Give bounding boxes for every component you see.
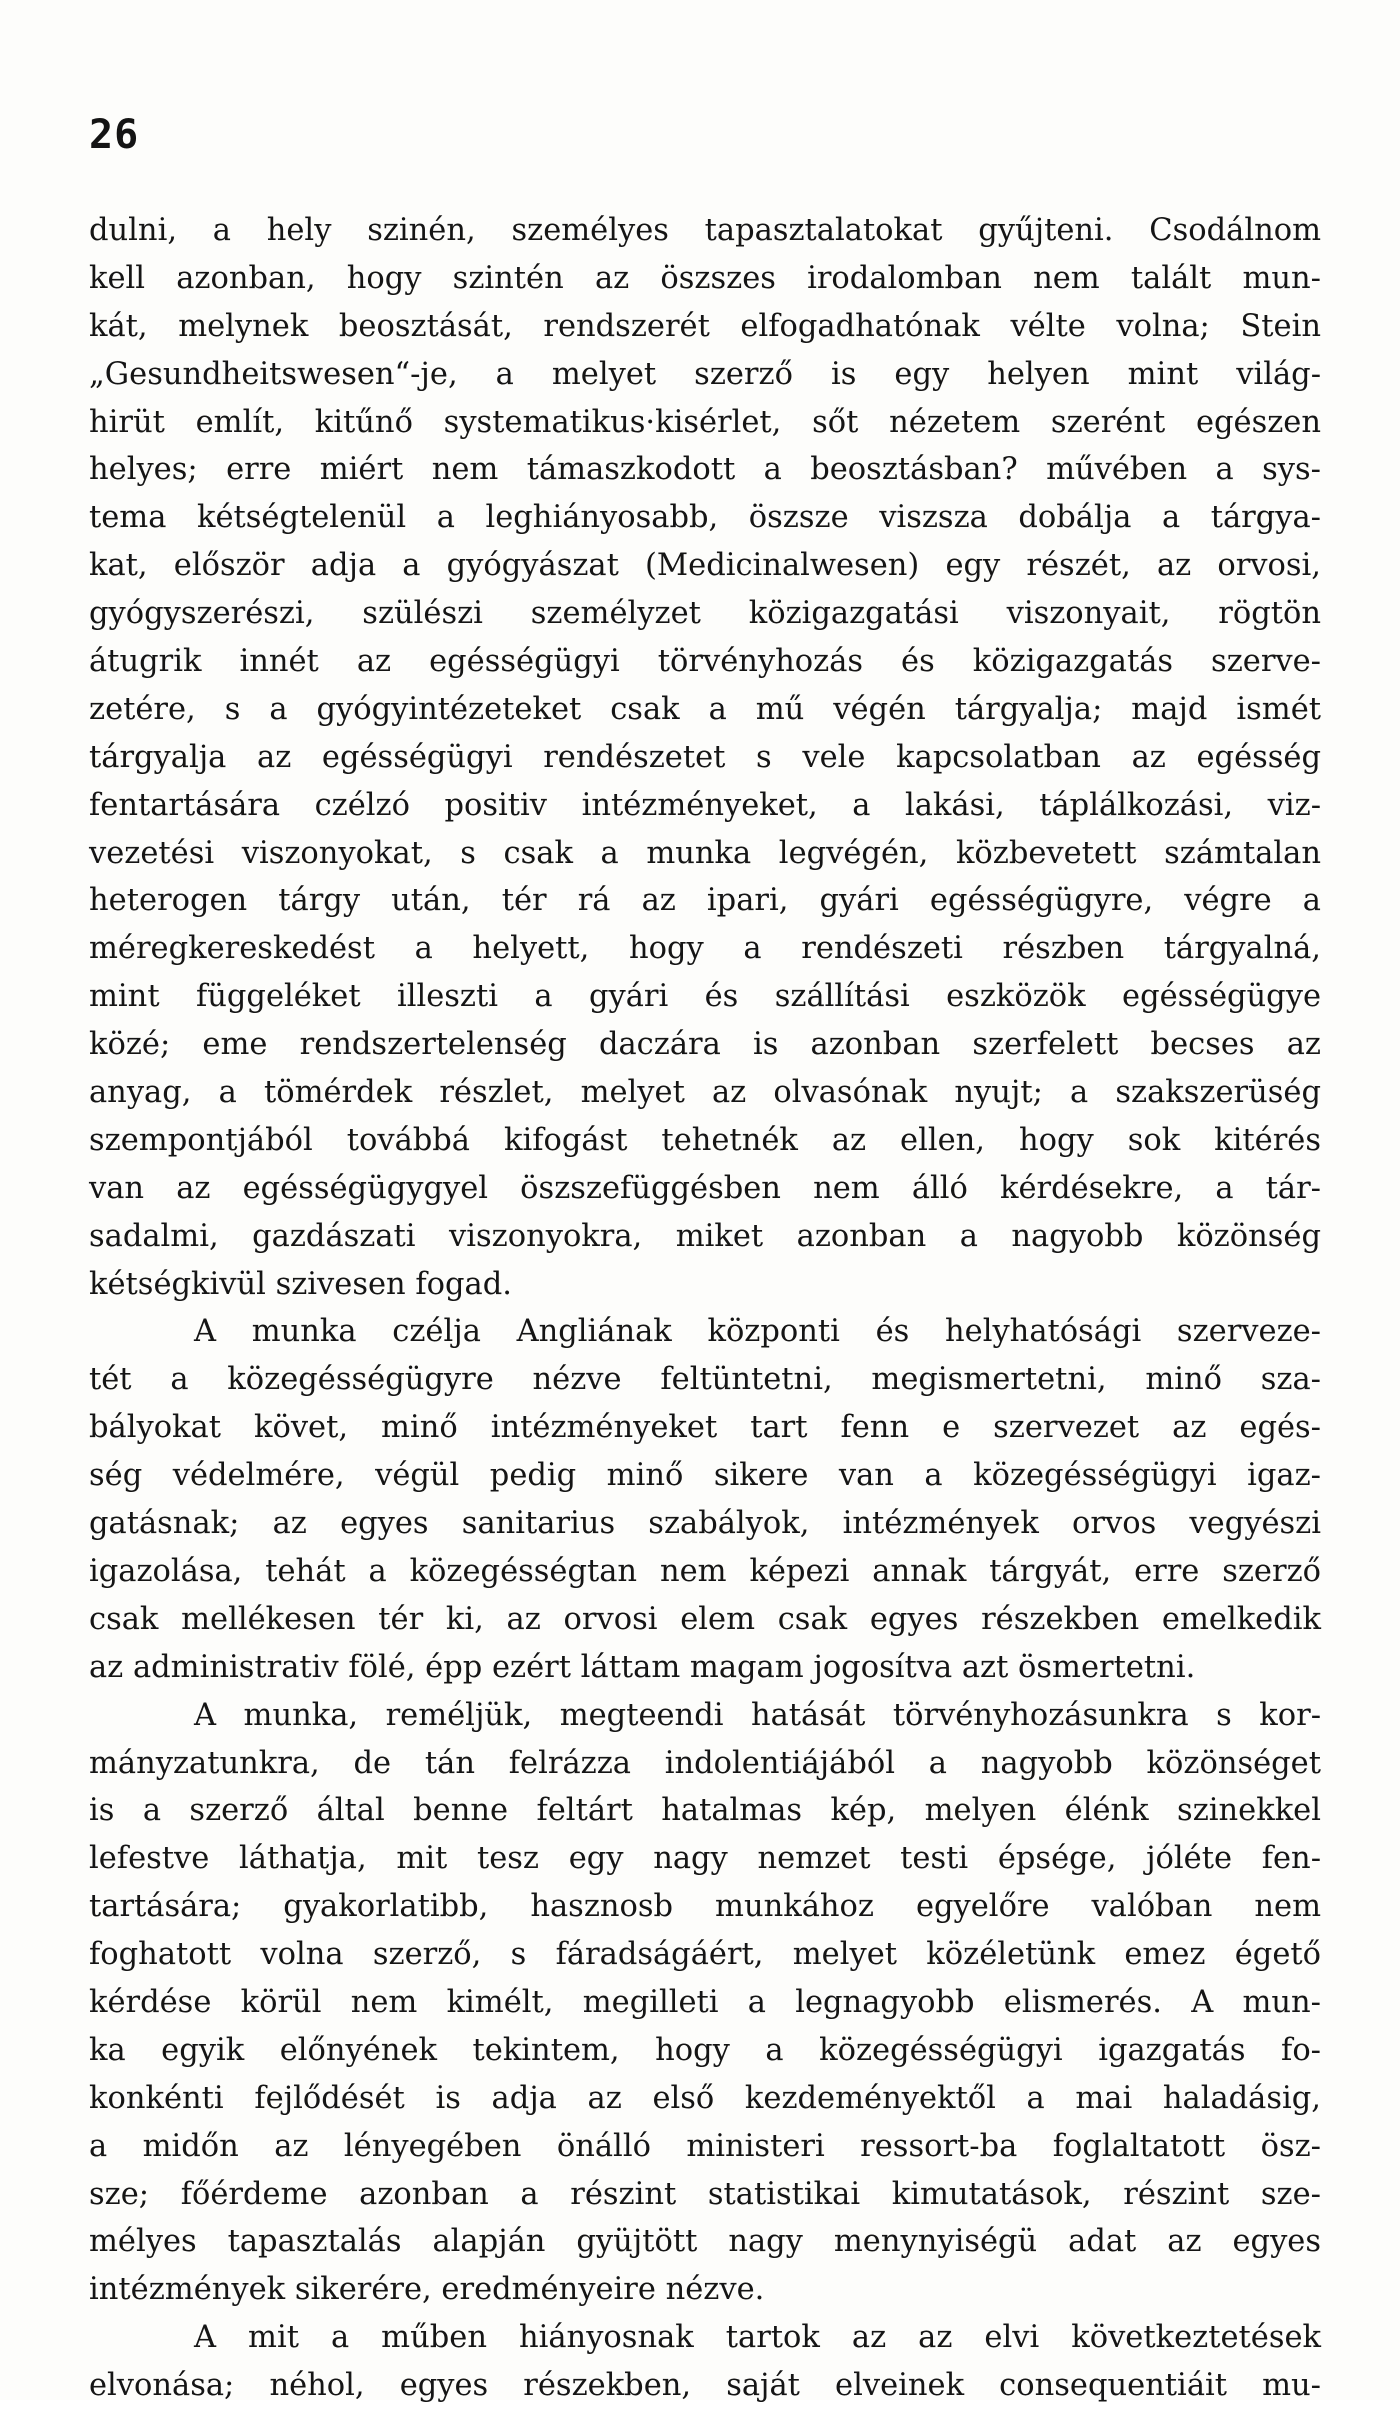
text-line: átugrik innét az egésségügyi törvényhozás és közigazgatás szerve-: [89, 644, 1321, 680]
text-line: vezetési viszonyokat, s csak a munka legvégén, közbevetett számtalan: [89, 835, 1321, 871]
text-line: van az egésségügygyel öszszefüggésben nem álló kérdésekre, a tár-: [89, 1170, 1321, 1206]
text-line: zetére, s a gyógyintézeteket csak a mű végén tárgyalja; majd ismét: [89, 691, 1321, 727]
text-line: bályokat követ, minő intézményeket tart fenn e szervezet az egés-: [89, 1410, 1321, 1446]
text-line: sadalmi, gazdászati viszonyokra, miket azonban a nagyobb közönség: [89, 1218, 1321, 1254]
text-line: gyógyszerészi, szülészi személyzet közigazgatási viszonyait, rögtön: [89, 596, 1321, 632]
text-line: tét a közegésségügyre nézve feltüntetni, megismertetni, minő sza-: [89, 1362, 1321, 1398]
text-line: heterogen tárgy után, tér rá az ipari, gyári egésségügyre, végre a: [89, 883, 1321, 919]
text-line: dulni, a hely szinén, személyes tapasztalatokat gyűjteni. Csodálnom: [89, 213, 1321, 248]
text-line: csak mellékesen tér ki, az orvosi elem csak egyes részekben emelkedik: [89, 1601, 1321, 1637]
text-line: foghatott volna szerző, s fáradságáért, melyet közéletünk emez égető: [89, 1937, 1321, 1973]
text-line: helyes; erre miért nem támaszkodott a beosztásban? művében a sys-: [89, 452, 1321, 488]
text-line: tárgyalja az egésségügyi rendészetet s vele kapcsolatban az egésség: [89, 739, 1321, 775]
text-line: hirüt említ, kitűnő systematikus·kisérlet, sőt nézetem szerént egészen: [89, 404, 1321, 440]
paragraph-end-line: az administrativ fölé, épp ezért láttam magam jogosítva azt ösmertetni.: [89, 1649, 1196, 1685]
text-line: a midőn az lényegében önálló ministeri ressort-ba foglaltatott ösz-: [89, 2128, 1321, 2164]
text-line: ka egyik előnyének tekintem, hogy a közegésségügyi igazgatás fo-: [89, 2032, 1321, 2068]
text-line: gatásnak; az egyes sanitarius szabályok, intézmények orvos vegyészi: [89, 1506, 1321, 1542]
text-line: méregkereskedést a helyett, hogy a rendészeti részben tárgyalná,: [89, 931, 1321, 967]
text-line: lefestve láthatja, mit tesz egy nagy nemzet testi épsége, jóléte fen-: [89, 1841, 1321, 1877]
text-line: „Gesundheitswesen“-je, a melyet szerző is egy helyen mint világ-: [89, 356, 1321, 392]
text-line: kat, először adja a gyógyászat (Medicinalwesen) egy részét, az orvosi,: [89, 548, 1321, 584]
text-line: fentartására czélzó positiv intézményeket, a lakási, táplálkozási, viz-: [89, 787, 1321, 823]
paragraph-end-line: kétségkivül szivesen fogad.: [89, 1266, 512, 1302]
text-line: mányzatunkra, de tán felrázza indolentiájából a nagyobb közönséget: [89, 1745, 1321, 1781]
text-line: kérdése körül nem kimélt, megilleti a legnagyobb elismerés. A mun-: [89, 1984, 1321, 2020]
paragraph-end-line: intézmények sikerére, eredményeire nézve.: [89, 2272, 765, 2308]
text-line: tema kétségtelenül a leghiányosabb, öszsze viszsza dobálja a tárgya-: [89, 500, 1321, 536]
text-line: konkénti fejlődését is adja az első kezdeményektől a mai haladásig,: [89, 2080, 1321, 2116]
text-line: mélyes tapasztalás alapján gyüjtött nagy menynyiségü adat az egyes: [89, 2224, 1321, 2260]
body-text: [89, 207, 1321, 2410]
text-line: mint függeléket illeszti a gyári és szállítási eszközök egésségügye: [89, 979, 1321, 1015]
paragraph-start-line: A munka czélja Angliának központi és helyhatósági szerveze-: [194, 1314, 1321, 1350]
paragraph-start-line: A munka, reméljük, megteendi hatását törvényhozásunkra s kor-: [194, 1697, 1321, 1733]
text-line: kát, melynek beosztását, rendszerét elfogadhatónak vélte volna; Stein: [89, 308, 1321, 344]
text-line: elvonása; néhol, egyes részekben, saját elveinek consequentiáit mu-: [89, 2368, 1321, 2404]
text-line: kell azonban, hogy szintén az öszszes irodalomban nem talált mun-: [89, 260, 1321, 296]
text-line: anyag, a tömérdek részlet, melyet az olvasónak nyujt; a szakszerüség: [89, 1075, 1321, 1111]
text-line: ség védelmére, végül pedig minő sikere van a közegésségügyi igaz-: [89, 1458, 1321, 1494]
text-line: igazolása, tehát a közegésségtan nem képezi annak tárgyát, erre szerző: [89, 1553, 1321, 1589]
text-line: tartására; gyakorlatibb, hasznosb munkához egyelőre valóban nem: [89, 1889, 1321, 1925]
page-number: 26: [89, 112, 140, 158]
text-line: sze; főérdeme azonban a részint statistikai kimutatások, részint sze-: [89, 2176, 1321, 2212]
text-line: szempontjából továbbá kifogást tehetnék az ellen, hogy sok kitérés: [89, 1122, 1321, 1158]
text-line: közé; eme rendszertelenség daczára is azonban szerfelett becses az: [89, 1027, 1321, 1063]
text-line: is a szerző által benne feltárt hatalmas kép, melyen élénk szinekkel: [89, 1793, 1321, 1829]
paragraph-start-line: A mit a műben hiányosnak tartok az az elvi következtetések: [194, 2320, 1321, 2356]
